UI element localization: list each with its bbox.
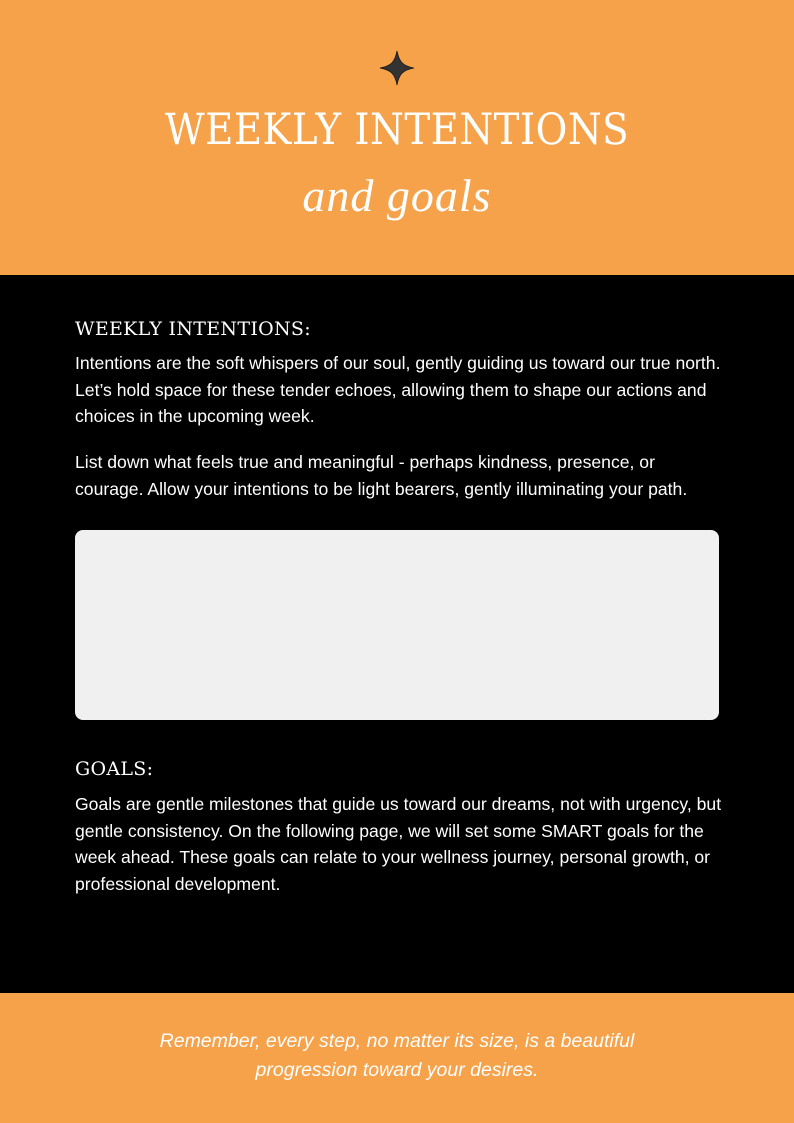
intentions-writing-box[interactable] — [75, 530, 719, 720]
header-banner — [0, 0, 794, 275]
four-point-star-icon — [379, 50, 415, 86]
footer-quote-line-2: progression toward your desires. — [255, 1059, 539, 1081]
goals-paragraph: Goals are gentle milestones that guide us toward our dreams, not with urgency, but gentle consistency. On the following page, we will set some SMART goals for the week ahead. These goals can relate to your wellness journey, personal growth, or professional development. — [75, 794, 722, 894]
footer-banner — [0, 993, 794, 1123]
intentions-paragraph-2: List down what feels true and meaningful - perhaps kindness, presence, or courage. Allow your intentions to be light bearers, gently illuminating your path. — [75, 452, 688, 499]
goals-heading: GOALS: — [75, 758, 154, 780]
page-subtitle: and goals — [302, 170, 492, 221]
footer-quote — [0, 1027, 794, 1085]
intentions-paragraph-1: Intentions are the soft whispers of our soul, gently guiding us toward our true north. Let’s hold space for these tender echoes, allowing them to shape our actions and choices in the upcoming week. — [75, 353, 721, 426]
intentions-heading: WEEKLY INTENTIONS: — [75, 318, 311, 340]
main-content — [0, 275, 794, 993]
page-title: WEEKLY INTENTIONS — [164, 105, 630, 155]
footer-quote-line-1: Remember, every step, no matter its size, is a beautiful — [159, 1030, 635, 1052]
